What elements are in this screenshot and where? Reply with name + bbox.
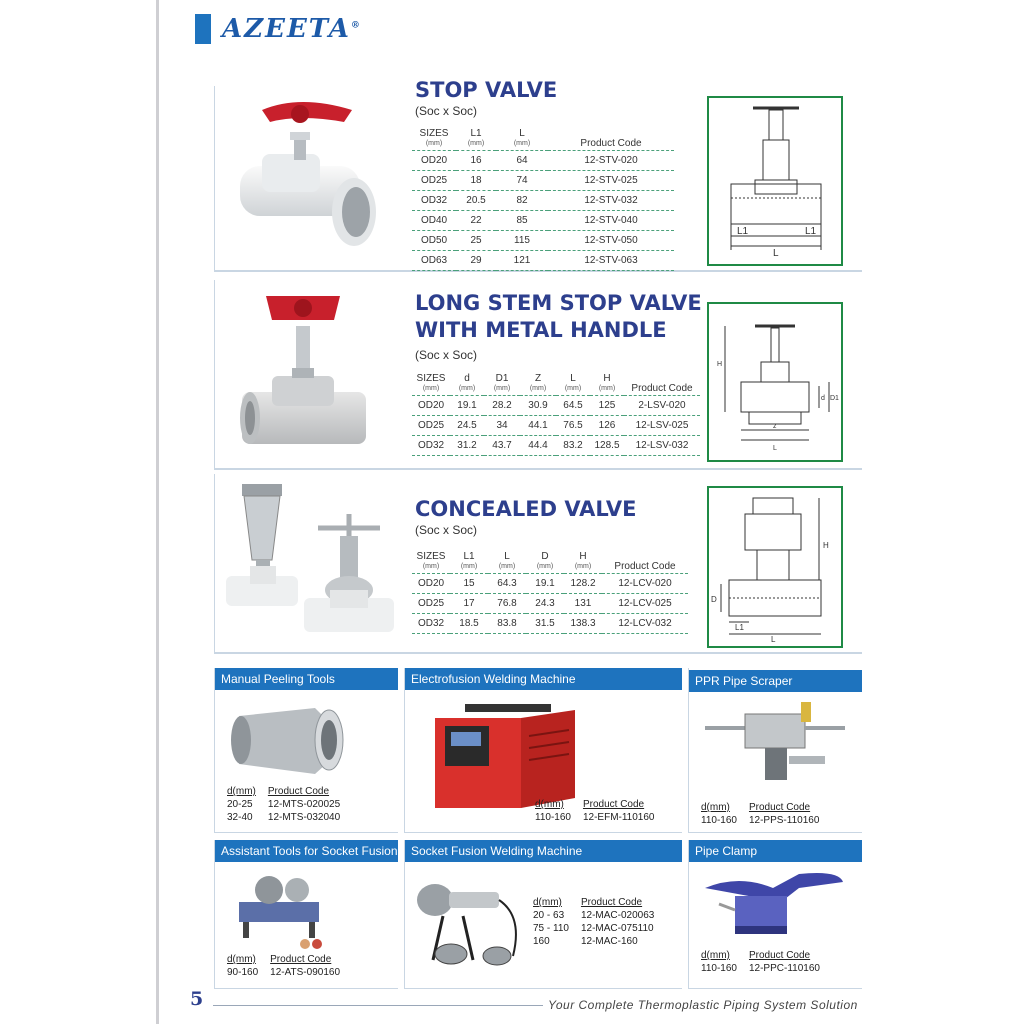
spec-cell: 12-STV-063 [548,251,674,271]
spec-cell: 12-LSV-025 [624,416,700,436]
tool-header: Product Code [748,950,811,961]
col-label: L1 [470,128,482,139]
spec-header [412,369,450,396]
spec-cell: OD20 [412,151,456,171]
ppr-pipe-scraper-section [688,668,862,833]
spec-cell: 131 [564,594,602,614]
spec-header-row [412,124,674,151]
tool-cell: 12-MAC-075110 [580,923,654,934]
dim-d1: D1 [830,395,839,402]
col-unit: (mm) [422,563,440,570]
spec-cell: 76.5 [556,416,590,436]
manual-peeling-tools-section [214,668,398,833]
dim-l1: L1 [735,623,744,632]
tool-cell: 110-160 [701,963,737,974]
spec-header [520,369,556,396]
dim-h: H [717,361,723,368]
tool-header-row [227,785,352,798]
spec-cell: 29 [456,251,496,271]
spec-cell: 15 [450,574,488,594]
spec-cell: 18.5 [450,614,488,634]
spec-cell: 12-STV-025 [548,171,674,191]
tool-header-row [701,949,832,962]
spec-cell: 85 [496,211,548,231]
footer-tagline: Your Complete Thermoplastic Piping System Solution [548,998,858,1012]
electrofusion-machine-section [404,668,682,833]
spec-cell: 12-LCV-032 [602,614,688,634]
tool-cell: 12-PPS-110160 [748,815,820,826]
spec-header [456,124,496,151]
col-label: Product Code [614,561,676,572]
left-margin [0,0,156,1024]
col-label: L [519,128,525,139]
socket-fusion-machine-section [404,840,682,989]
spec-row [412,231,674,251]
tool-header-row [533,896,666,909]
section-header: Pipe Clamp [689,840,862,862]
col-label: Product Code [580,138,642,149]
section-header: PPR Pipe Scraper [689,670,862,692]
col-unit: (mm) [425,140,443,147]
col-unit: (mm) [529,385,547,392]
col-unit: (mm) [564,385,582,392]
concealed-valve-diagram [709,488,841,646]
col-label: SIZES [419,128,449,139]
long-stem-valve-subtitle: (Soc x Soc) [415,348,478,362]
spec-row [412,151,674,171]
spec-header [488,547,526,574]
col-unit: (mm) [513,140,531,147]
col-label: H [579,551,587,562]
long-stem-valve-rows [412,396,700,456]
spec-cell: 24.5 [450,416,484,436]
dim-l: L [771,635,776,644]
spec-cell: 82 [496,191,548,211]
long-stem-valve-diagram [709,304,841,460]
spec-row [412,396,700,416]
socket-fusion-machine-photo [413,876,529,976]
pipe-scraper-table [701,801,831,827]
spec-row [412,594,688,614]
tool-header: d(mm) [227,786,256,797]
assistant-tools-section [214,840,398,989]
col-label: Product Code [631,383,693,394]
spec-cell: 121 [496,251,548,271]
spec-row [412,211,674,231]
spec-cell: 64.5 [556,396,590,416]
spec-cell: 138.3 [564,614,602,634]
tool-cell: 110-160 [535,812,571,823]
spec-cell: 125 [590,396,624,416]
tool-header: Product Code [580,897,643,908]
spec-cell: 31.2 [450,436,484,456]
spec-cell: 128.5 [590,436,624,456]
col-label: Z [534,373,542,384]
pipe-clamp-table [701,949,832,975]
concealed-valve-title: CONCEALED VALVE [415,497,637,521]
tool-header: d(mm) [535,799,564,810]
dim-l: L [773,445,777,452]
tool-header: Product Code [748,802,811,813]
brand-bar [195,14,211,44]
stop-valve-photo [232,96,382,256]
tool-row [535,811,667,824]
spec-cell: OD20 [412,574,450,594]
spec-cell: 83.2 [556,436,590,456]
section-header: Electrofusion Welding Machine [405,668,682,690]
section-header: Manual Peeling Tools [215,668,398,690]
spec-cell: 83.8 [488,614,526,634]
spec-row [412,251,674,271]
pipe-clamp-section [688,840,862,989]
col-label: d [464,373,470,384]
tool-header-row [701,801,831,814]
pipe-scraper-photo [705,698,845,788]
spec-cell: 64.3 [488,574,526,594]
spec-cell: 17 [450,594,488,614]
socket-fusion-table [533,896,666,948]
tool-row [533,909,666,922]
tool-header-row [535,798,667,811]
tool-cell: 12-MAC-020063 [580,910,655,921]
pipe-clamp-photo [699,868,849,946]
spec-cell: 12-STV-020 [548,151,674,171]
spec-cell: OD50 [412,231,456,251]
col-unit: (mm) [422,385,440,392]
col-unit: (mm) [467,140,485,147]
spec-cell: 25 [456,231,496,251]
spec-row [412,614,688,634]
spec-cell: 18 [456,171,496,191]
tool-row [227,798,352,811]
spec-cell: 12-LSV-032 [624,436,700,456]
spec-header [484,369,520,396]
col-label: L1 [463,551,475,562]
tool-cell: 12-MTS-020025 [267,799,341,810]
long-stem-valve-title: LONG STEM STOP VALVE [415,291,702,315]
section-header: Assistant Tools for Socket Fusion [215,840,398,862]
spec-header [564,547,602,574]
brand-name: AZEETA [222,14,351,44]
tool-cell: 12-EFM-110160 [582,812,655,823]
dim-d: d [821,395,825,402]
concealed-valve-photo [220,480,400,642]
tool-cell: 32-40 [227,812,253,823]
spec-header-row [412,547,688,574]
spec-cell: OD25 [412,171,456,191]
col-label: D [541,551,549,562]
spec-row [412,171,674,191]
spec-cell: 76.8 [488,594,526,614]
dim-l: L [773,248,779,259]
spec-cell: 28.2 [484,396,520,416]
tool-row [533,922,666,935]
spec-cell: OD32 [412,614,450,634]
stop-valve-diagram [709,98,841,264]
long-stem-valve-photo [236,286,376,456]
col-label: D1 [495,373,509,384]
spec-cell: 44.4 [520,436,556,456]
spec-row [412,574,688,594]
electrofusion-table [535,798,667,824]
dim-z: z [773,423,777,430]
tool-cell: 160 [533,936,550,947]
spec-cell: OD40 [412,211,456,231]
concealed-valve-drawing [707,486,843,648]
spec-cell: 19.1 [526,574,564,594]
col-label: SIZES [416,373,446,384]
spec-cell: 12-STV-032 [548,191,674,211]
spec-cell: 12-LCV-020 [602,574,688,594]
concealed-valve-rows [412,574,688,634]
spec-cell: 20.5 [456,191,496,211]
page-number: 5 [190,988,204,1010]
tool-header: Product Code [582,799,645,810]
tool-header: Product Code [267,786,330,797]
spec-cell: 12-STV-050 [548,231,674,251]
assistant-tools-table [227,953,352,979]
tool-header: d(mm) [227,954,256,965]
col-label: L [570,373,576,384]
col-label: H [603,373,611,384]
stop-valve-subtitle: (Soc x Soc) [415,104,478,118]
footer-line [213,1005,543,1006]
tool-row [701,814,831,827]
tool-cell: 75 - 110 [533,923,569,934]
long-stem-valve-spec-table [412,369,700,456]
spec-cell: 22 [456,211,496,231]
spec-cell: 12-LCV-025 [602,594,688,614]
long-stem-valve-drawing [707,302,843,462]
spec-cell: 115 [496,231,548,251]
section-header: Socket Fusion Welding Machine [405,840,682,862]
brand-logo [222,14,362,44]
spec-header [624,369,700,396]
spec-header [590,369,624,396]
spec-header [450,369,484,396]
spec-header [602,547,688,574]
tool-cell: 12-MTS-032040 [267,812,341,823]
assistant-tools-photo [235,866,345,950]
dim-d: D [711,595,717,604]
col-label: SIZES [416,551,446,562]
dim-l1-right: L1 [805,226,817,237]
col-unit: (mm) [598,385,616,392]
col-unit: (mm) [574,563,592,570]
tool-cell: 12-ATS-090160 [270,967,340,978]
spec-cell: 31.5 [526,614,564,634]
tool-cell: 20-25 [227,799,253,810]
spec-cell: 16 [456,151,496,171]
tool-cell: 12-MAC-160 [580,936,638,947]
spec-header [556,369,590,396]
spec-cell: 30.9 [520,396,556,416]
spec-header-row [412,369,700,396]
tool-cell: 20 - 63 [533,910,565,921]
tool-header: d(mm) [533,897,562,908]
long-stem-valve-title-line2: WITH METAL HANDLE [415,318,667,342]
spec-row [412,436,700,456]
spec-header [412,124,456,151]
spec-header [548,124,674,151]
spec-header [412,547,450,574]
spec-cell: 43.7 [484,436,520,456]
spec-cell: OD63 [412,251,456,271]
concealed-valve-subtitle: (Soc x Soc) [415,523,478,537]
spec-cell: 34 [484,416,520,436]
col-unit: (mm) [498,563,516,570]
spec-cell: OD32 [412,436,450,456]
spec-row [412,416,700,436]
col-unit: (mm) [536,563,554,570]
tool-row [533,935,666,948]
spec-cell: OD20 [412,396,450,416]
tool-row [701,962,832,975]
spec-cell: 12-STV-040 [548,211,674,231]
spec-cell: 24.3 [526,594,564,614]
spec-cell: 2-LSV-020 [624,396,700,416]
col-unit: (mm) [493,385,511,392]
spec-cell: 44.1 [520,416,556,436]
peeling-tool-photo [225,698,345,778]
spec-header [526,547,564,574]
stop-valve-title: STOP VALVE [415,78,558,102]
dim-l1-left: L1 [737,226,749,237]
concealed-valve-spec-table [412,547,688,634]
spec-cell: OD32 [412,191,456,211]
spec-row [412,191,674,211]
tool-row [227,966,352,979]
tool-header: d(mm) [701,950,730,961]
col-label: L [504,551,510,562]
tool-cell: 90-160 [227,967,259,978]
stop-valve-rows [412,151,674,271]
col-unit: (mm) [460,563,478,570]
spec-header [450,547,488,574]
tool-header: Product Code [270,954,332,965]
spec-cell: 126 [590,416,624,436]
dim-h: H [823,541,829,550]
spec-cell: OD25 [412,594,450,614]
tool-row [227,811,352,824]
spec-header [496,124,548,151]
brand-mark: ® [350,20,362,31]
tool-header: d(mm) [701,802,730,813]
peeling-tool-table [227,785,352,824]
spec-cell: 74 [496,171,548,191]
spec-cell: OD25 [412,416,450,436]
spec-cell: 64 [496,151,548,171]
spec-cell: 19.1 [450,396,484,416]
spec-cell: 128.2 [564,574,602,594]
tool-header-row [227,953,352,966]
stop-valve-spec-table [412,124,674,271]
tool-cell: 12-PPC-110160 [748,963,820,974]
col-unit: (mm) [458,385,476,392]
tool-cell: 110-160 [701,815,737,826]
stop-valve-drawing [707,96,843,266]
